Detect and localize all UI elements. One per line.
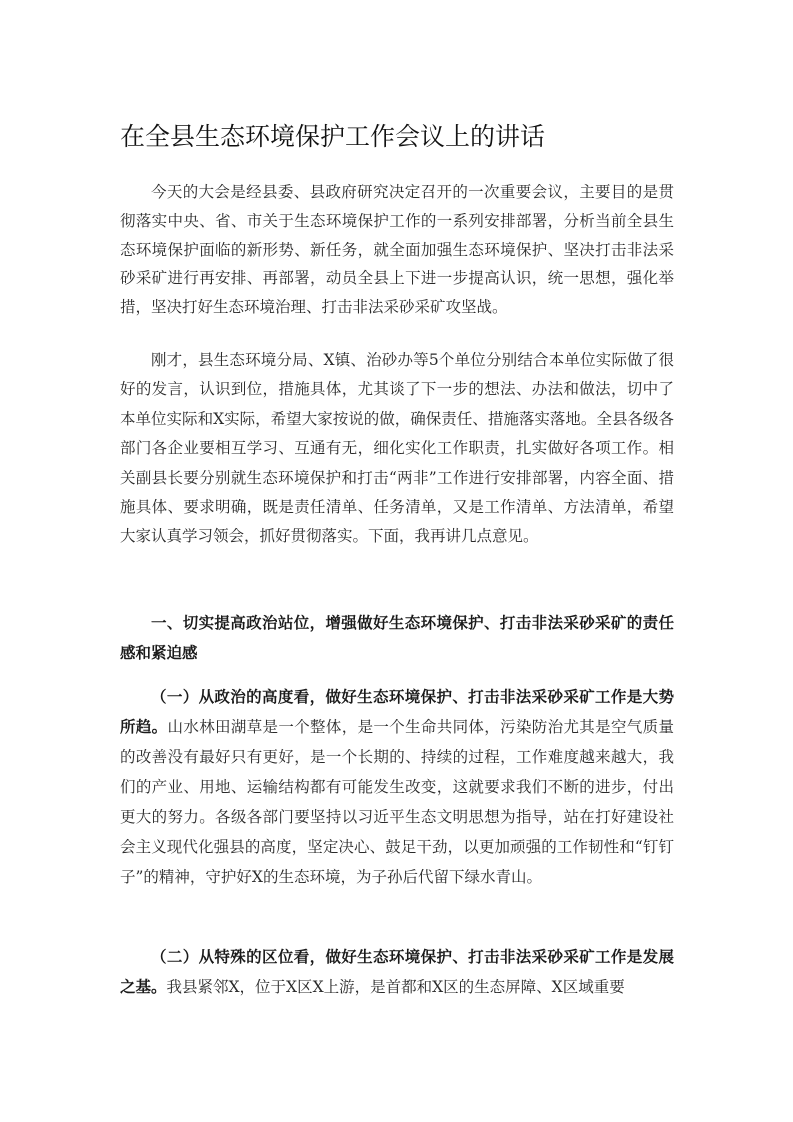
section-heading-1: 一、切实提高政治站位，增强做好生态环境保护、打击非法采砂采矿的责任感和紧迫感 [120, 614, 674, 662]
paragraph-speeches-summary: 刚才，县生态环境分局、X镇、治砂办等5个单位分别结合本单位实际做了很好的发言，认识到位，措施具体，尤其谈了下一步的想法、办法和做法，切中了本单位实际和X实际，希望大家按说的做，确保责任、措施落实落地。全县各级各部门各企业要相互学习、互通有无，细化实化工作职责，扎实做好各项工作。相关副县长要分别就生态环境保护和打击“两非”工作进行安排部署，内容全面、措施具体、要求明确，既是责任清单、任务清单，又是工作清单、方法清单，希望大家认真学习领会，抓好贯彻落实。下面，我再讲几点意见。 [120, 351, 674, 546]
paragraph-special-location [120, 942, 674, 1002]
document-title: 在全县生态环境保护工作会议上的讲话 [120, 122, 546, 151]
paragraph-political-height [120, 682, 674, 892]
paragraph-body-political-height: 山水林田湖草是一个整体，是一个生命共同体，污染防治尤其是空气质量的改善没有最好只有更好，是一个长期的、持续的过程，工作难度越来越大，我们的产业、用地、运输结构都有可能发生改变，这就要求我们不断的进步，付出更大的努力。各级各部门要坚持以习近平生态文明思想为指导，站在打好建设社会主义现代化强县的高度，坚定决心、鼓足干劲，以更加顽强的工作韧性和“钉钉子”的精神，守护好X的生态环境，为子孙后代留下绿水青山。 [120, 718, 674, 886]
paragraph-body-special-location: 我县紧邻X，位于X区X上游，是首都和X区的生态屏障、X区域重要 [166, 978, 625, 996]
subheading-political-height: （一）从政治的高度看，做好生态环境保护、打击非法采砂采矿工作是大势所趋。 [120, 687, 674, 736]
subheading-special-location: （二）从特殊的区位看，做好生态环境保护、打击非法采砂采矿工作是发展之基。 [120, 947, 674, 996]
paragraph-opening: 今天的大会是经县委、县政府研究决定召开的一次重要会议，主要目的是贯彻落实中央、省、市关于生态环境保护工作的一系列安排部署，分析当前全县生态环境保护面临的新形势、新任务，就全面加强生态环境保护、坚决打击非法采砂采矿进行再安排、再部署，动员全县上下进一步提高认识，统一思想，强化举措，坚决打好生态环境治理、打击非法采砂采矿攻坚战。 [120, 183, 674, 317]
